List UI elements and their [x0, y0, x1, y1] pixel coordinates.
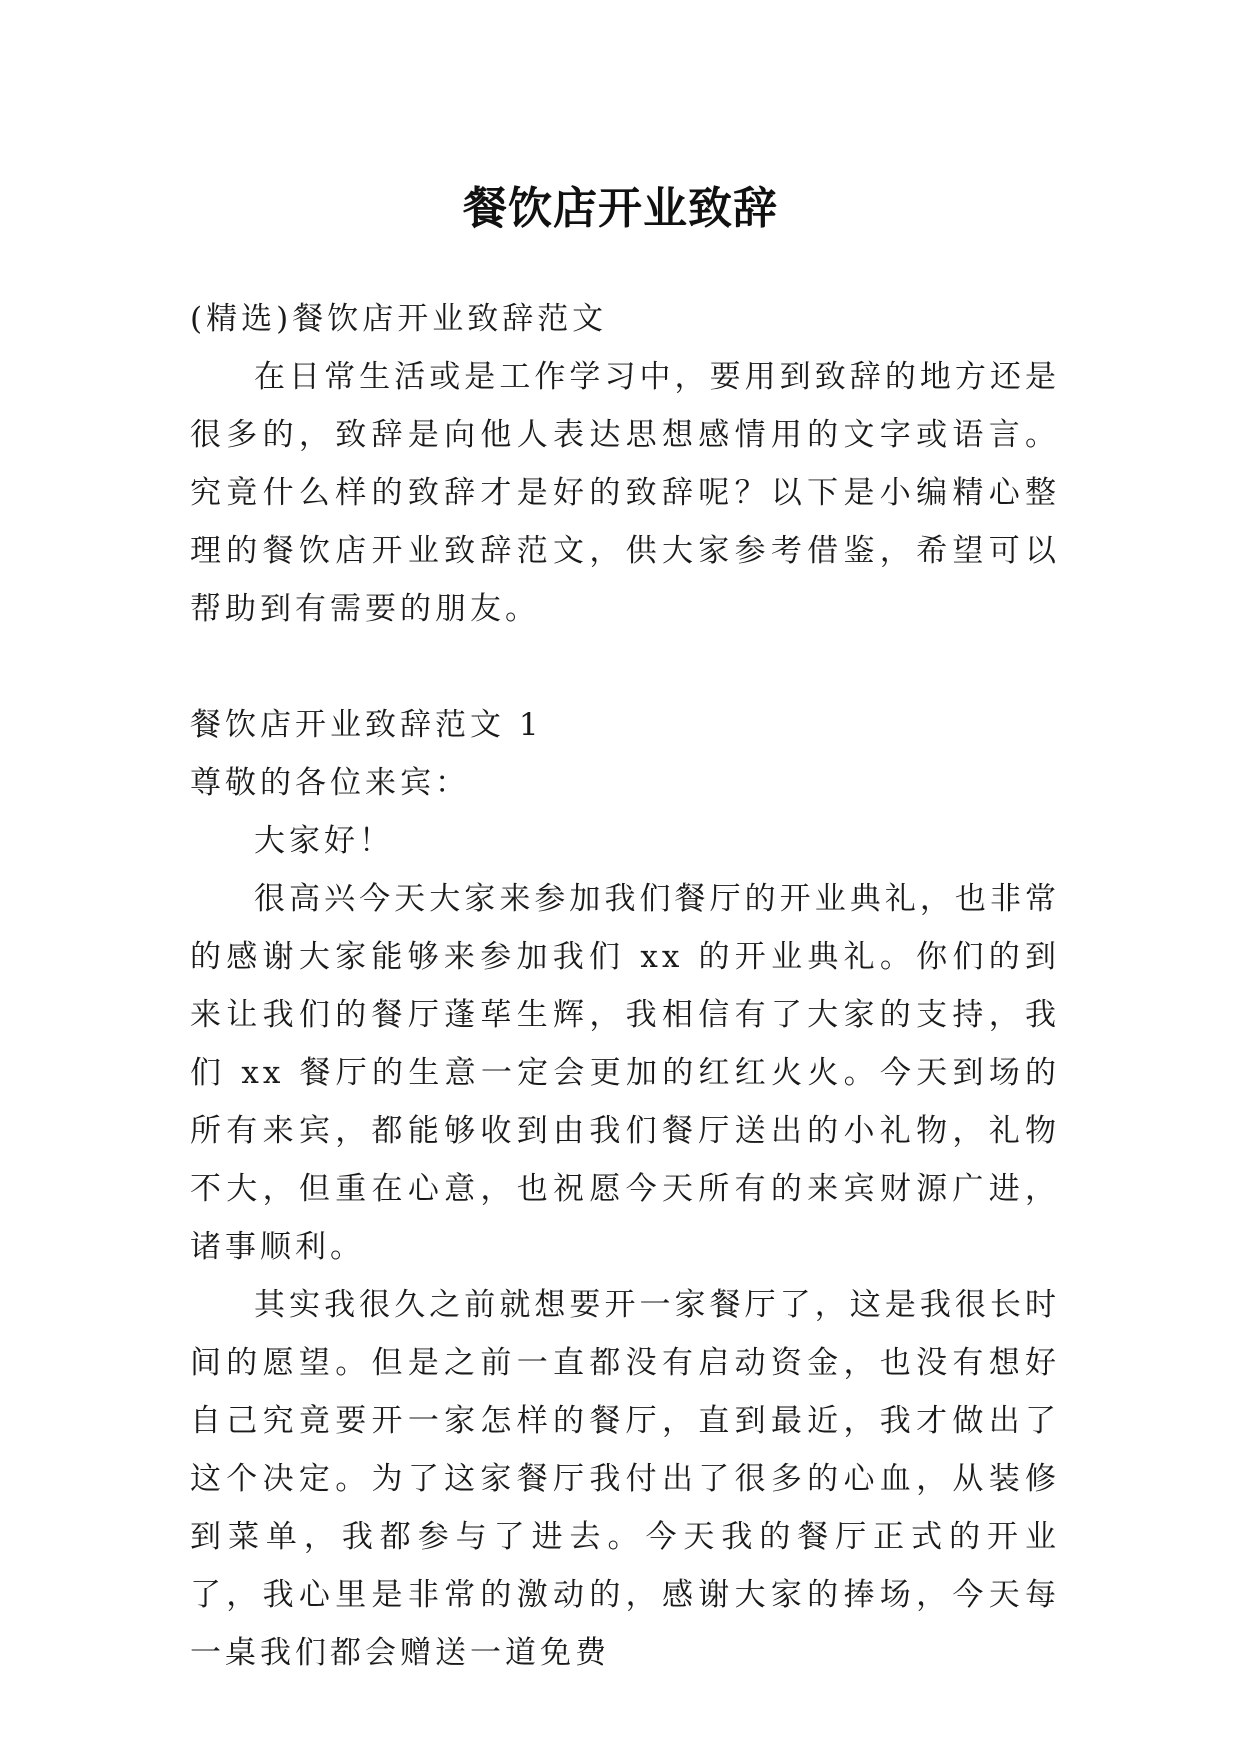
document-subtitle: (精选)餐饮店开业致辞范文 — [190, 301, 608, 337]
section-heading: 餐饮店开业致辞范文 1 — [190, 707, 543, 743]
document-body — [190, 290, 1060, 1682]
body-paragraph-2: 其实我很久之前就想要开一家餐厅了，这是我很长时间的愿望。但是之前一直都没有启动资金，也没有想好自己究竟要开一家怎样的餐厅，直到最近，我才做出了这个决定。为了这家餐厅我付出了很多的心血，从装修到菜单，我都参与了进去。今天我的餐厅正式的开业了，我心里是非常的激动的，感谢大家的捧场，今天每一桌我们都会赠送一道免费 — [190, 1287, 1060, 1671]
intro-paragraph: 在日常生活或是工作学习中，要用到致辞的地方还是很多的，致辞是向他人表达思想感情用的文字或语言。究竟什么样的致辞才是好的致辞呢？以下是小编精心整理的餐饮店开业致辞范文，供大家参考借鉴，希望可以帮助到有需要的朋友。 — [190, 359, 1060, 627]
section-spacer — [190, 638, 1060, 696]
salutation: 尊敬的各位来宾： — [190, 765, 470, 801]
document-title: 餐饮店开业致辞 — [463, 183, 778, 235]
body-paragraph-1: 很高兴今天大家来参加我们餐厅的开业典礼，也非常的感谢大家能够来参加我们 xx 的开业典礼。你们的到来让我们的餐厅蓬荜生辉，我相信有了大家的支持，我们 xx 餐厅的生意一定会更加的红红火火。今天到场的所有来宾，都能够收到由我们餐厅送出的小礼物，礼物不大，但重在心意，也祝愿今天所有的来宾财源广进，诸事顺利。 — [190, 881, 1060, 1265]
greeting: 大家好！ — [254, 823, 394, 859]
